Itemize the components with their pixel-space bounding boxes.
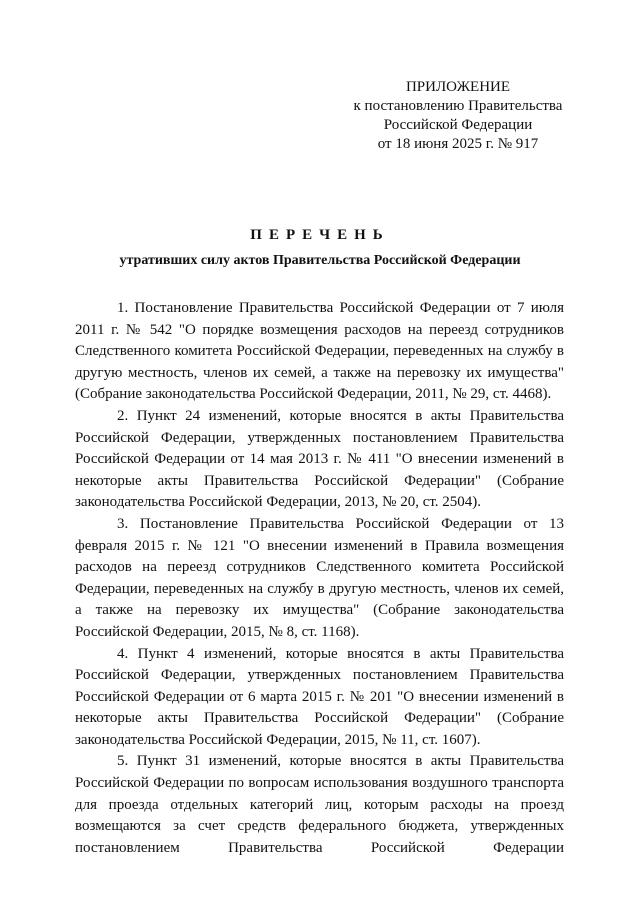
document-body bbox=[75, 298, 564, 859]
list-item-5: 5. Пункт 31 изменений, которые вносятся в акты Правительства Российской Федерации по вопросам использования воздушного транспорта для проезда отдельных категорий лиц, которым расходы на проезд возмещаются за счет средств федерального бюджета, утвержденных постановлением Правительства Российской Федерации bbox=[75, 753, 564, 856]
document-subtitle: утративших силу актов Правительства Российской Федерации bbox=[119, 253, 521, 268]
document-title: ПЕРЕЧЕНЬ bbox=[250, 227, 390, 243]
list-item-4: 4. Пункт 4 изменений, которые вносятся в акты Правительства Российской Федерации, утвержденных постановлением Правительства Российской Федерации от 6 марта 2015 г. № 201 "О внесении изменений в некоторые акты Правительства Российской Федерации" (Собрание законодательства Российской Федерации, 2015, № 11, ст. 1607). bbox=[75, 645, 564, 748]
list-item-2: 2. Пункт 24 изменений, которые вносятся в акты Правительства Российской Федерации, утвержденных постановлением Правительства Российской Федерации от 14 мая 2013 г. № 411 "О внесении изменений в некоторые акты Правительства Российской Федерации" (Собрание законодательства Российской Федерации, 2013, № 20, ст. 2504). bbox=[75, 407, 564, 511]
appendix-label: ПРИЛОЖЕНИЕ bbox=[405, 79, 511, 95]
appendix-issuer: Российской Федерации bbox=[383, 117, 533, 133]
list-item-1: 1. Постановление Правительства Российской Федерации от 7 июля 2011 г. № 542 "О порядке возмещения расходов на переезд сотрудников Следственного комитета Российской Федерации, переведенных на службу в другую местность, членов их семей, а также на перевозку их имущества" (Собрание законодательства Российской Федерации, 2011, № 29, ст. 4468). bbox=[75, 300, 564, 403]
appendix-reference: к постановлению Правительства bbox=[353, 98, 563, 114]
list-item-3: 3. Постановление Правительства Российской Федерации от 13 февраля 2015 г. № 121 "О внесении изменений в Правила возмещения расходов на переезд сотрудников Следственного комитета Российской Федерации, переведенных на службу в другую местность, членов их семей, а также на перевозку их имущества" (Собрание законодательства Российской Федерации, 2015, № 8, ст. 1168). bbox=[75, 515, 564, 640]
appendix-header bbox=[340, 78, 576, 154]
appendix-date-number: от 18 июня 2025 г. № 917 bbox=[377, 136, 539, 152]
